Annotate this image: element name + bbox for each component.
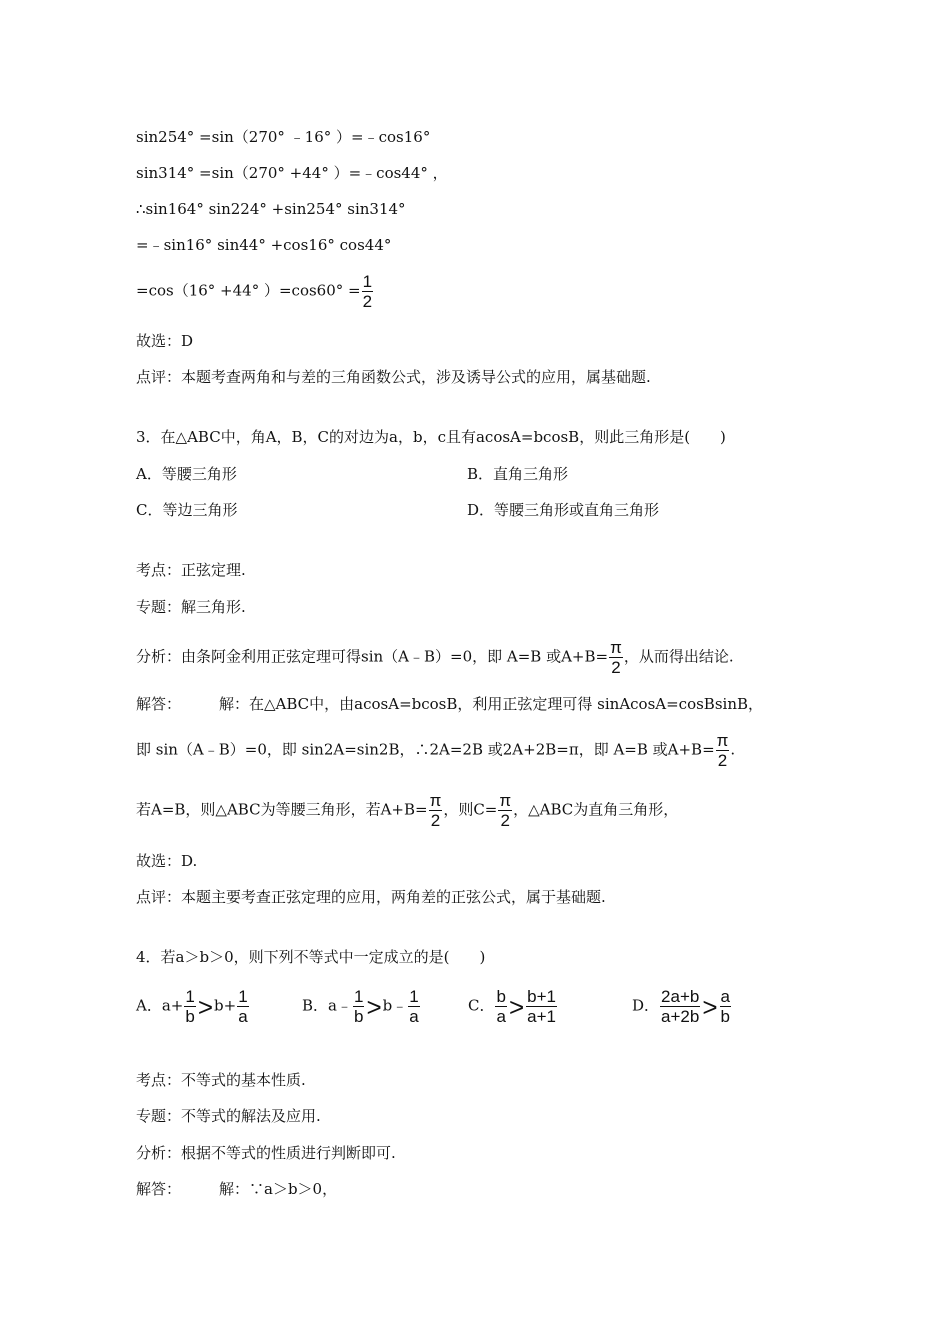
option-b: B．直角三角形 xyxy=(467,465,569,483)
fraction: $\frac{2a+b}{a+2b}$ xyxy=(661,987,700,1026)
fraction-pi-over-2: $\frac{\pi}{2}$ xyxy=(610,638,622,677)
review-line: 点评：本题主要考查正弦定理的应用，两角差的正弦公式，属于基础题. xyxy=(136,888,606,906)
fraction: $\frac{1}{a}$ xyxy=(238,987,248,1026)
answer-line: 故选：D. xyxy=(136,852,198,870)
jieda-line: 若A=B，则△ABC为等腰三角形，若A+B= $\frac{\pi}{2}$ ，则C= $\frac{\pi}{2}$ ，△ABC为直角三角形， xyxy=(136,791,679,830)
fraction: $\frac{1}{b}$ xyxy=(185,987,195,1026)
option-d: D．等腰三角形或直角三角形 xyxy=(467,501,660,519)
fraction: $\frac{1}{b}$ xyxy=(353,987,364,1026)
zhuanti-line: 专题：解三角形. xyxy=(136,598,246,616)
fraction-pi-over-2: $\frac{\pi}{2}$ xyxy=(429,791,442,830)
answer-line: 故选：D xyxy=(136,332,194,350)
solution-line: =cos（16° +44° ）=cos60° = $\frac{1}{2}$ xyxy=(136,272,373,311)
question-3-stem: 3．在△ABC中，角A，B，C的对边为a，b，c且有acosA=bcosB，则此三角形是( ) xyxy=(136,428,726,446)
option-a: A．等腰三角形 xyxy=(136,465,237,483)
option-d: D． $\frac{2a+b}{a+2b}$ > $\frac{a}{b}$ xyxy=(632,987,730,1026)
fraction: $\frac{b}{a}$ xyxy=(496,987,506,1026)
jieda-line: 解答： 解：∵a＞b＞0， xyxy=(136,1180,338,1198)
fraction: $\frac{a}{b}$ xyxy=(720,987,730,1026)
kaodian-line: 考点：不等式的基本性质. xyxy=(136,1071,306,1089)
question-4-stem: 4．若a＞b＞0，则下列不等式中一定成立的是( ) xyxy=(136,948,486,966)
jieda-line: 解答： 解：在△ABC中，由acosA=bcosB，利用正弦定理可得 sinAcosA=cosBsinB， xyxy=(136,695,764,713)
fenxi-line: 分析：根据不等式的性质进行判断即可. xyxy=(136,1144,396,1162)
fenxi-line: 分析：由条阿金利用正弦定理可得sin（A﹣B）=0，即 A=B 或A+B= $\frac{\pi}{2}$ ，从而得出结论. xyxy=(136,638,734,677)
jieda-line: 即 sin（A﹣B）=0，即 sin2A=sin2B，∴2A=2B 或2A+2B=π，即 A=B 或A+B= $\frac{\pi}{2}$ . xyxy=(136,731,736,770)
solution-line: sin254° =sin（270° ﹣16° ）=﹣cos16° xyxy=(136,128,431,146)
fraction-pi-over-2: $\frac{\pi}{2}$ xyxy=(499,791,512,830)
kaodian-line: 考点：正弦定理. xyxy=(136,561,246,579)
solution-line: sin314° =sin（270° +44° ）=﹣cos44° ， xyxy=(136,164,448,182)
option-b: B．a﹣ $\frac{1}{b}$ >b﹣ $\frac{1}{a}$ xyxy=(302,987,419,1026)
option-c: C．等边三角形 xyxy=(136,501,238,519)
fraction: $\frac{b+1}{a+1}$ xyxy=(527,987,556,1026)
fraction-pi-over-2: $\frac{\pi}{2}$ xyxy=(716,731,729,770)
option-a: A．a+ $\frac{1}{b}$ >b+ $\frac{1}{a}$ xyxy=(136,987,248,1026)
zhuanti-line: 专题：不等式的解法及应用. xyxy=(136,1107,321,1125)
option-c: C． $\frac{b}{a}$ > $\frac{b+1}{a+1}$ xyxy=(468,987,556,1026)
solution-line: =﹣sin16° sin44° +cos16° cos44° xyxy=(136,236,392,254)
solution-line: ∴sin164° sin224° +sin254° sin314° xyxy=(136,200,406,218)
fraction: $\frac{1}{a}$ xyxy=(409,987,419,1026)
review-line: 点评：本题考查两角和与差的三角函数公式，涉及诱导公式的应用，属基础题. xyxy=(136,368,651,386)
fraction-one-half: $\frac{1}{2}$ xyxy=(362,272,373,311)
